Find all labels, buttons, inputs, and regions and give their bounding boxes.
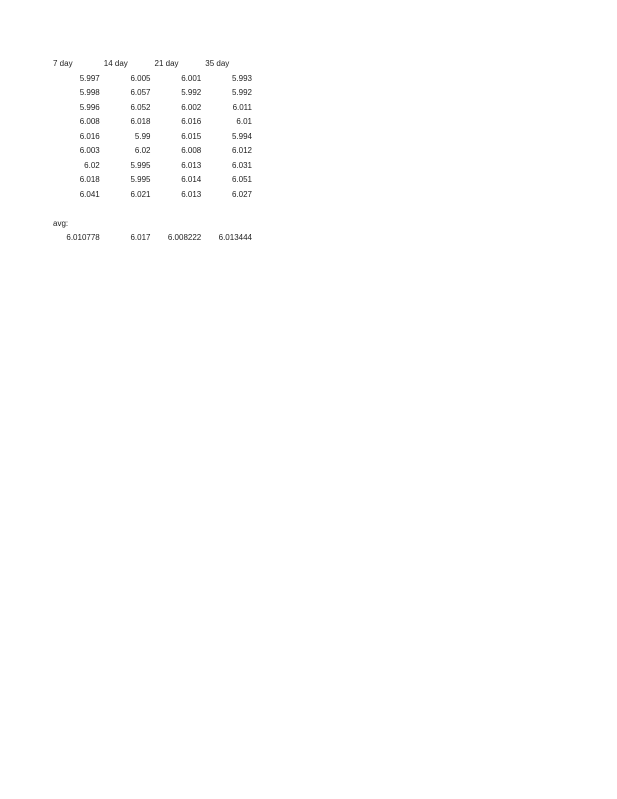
table-row [52, 130, 255, 145]
table-cell: 5.996 [79, 102, 100, 112]
table-cell: 6.002 [181, 102, 202, 112]
table-row [52, 72, 255, 87]
table-cell: 5.995 [130, 160, 151, 170]
table-cell: 6.001 [181, 73, 202, 83]
table-row [52, 115, 255, 130]
table-cell: 6.008 [181, 146, 202, 155]
table-cell: 6.014 [181, 175, 202, 184]
avg-value: 6.008222 [167, 233, 202, 242]
column-header: 7 day [53, 59, 73, 68]
table-cell: 6.011 [232, 102, 252, 112]
table-cell: 6.018 [79, 175, 100, 184]
avg-label-row [52, 217, 255, 232]
table-cell: 6.052 [130, 102, 151, 112]
table-cell: 6.016 [79, 131, 100, 141]
measurement-table [52, 57, 255, 246]
avg-value: 6.013444 [218, 233, 252, 242]
table-cell: 5.998 [79, 88, 100, 97]
table-cell: 5.997 [79, 73, 100, 83]
table-cell: 6.021 [130, 189, 151, 199]
table-row [52, 188, 255, 203]
avg-value: 6.017 [130, 233, 151, 242]
table-row [52, 101, 255, 116]
table-cell: 5.992 [181, 88, 202, 97]
header-row [52, 57, 255, 72]
table-cell: 6.015 [181, 131, 202, 141]
table-cell: 6.027 [231, 189, 252, 199]
table-cell: 5.993 [231, 73, 252, 83]
avg-value: 6.010778 [66, 233, 100, 242]
table-cell: 6.008 [79, 117, 100, 126]
column-header: 35 day [205, 59, 230, 68]
table-cell: 6.018 [130, 117, 151, 126]
table-cell: 6.016 [181, 117, 202, 126]
table-cell: 6.057 [130, 88, 151, 97]
table-row [52, 173, 255, 188]
avg-values-row [52, 231, 255, 246]
table-cell: 6.012 [231, 146, 252, 155]
table-cell: 5.99 [134, 131, 151, 141]
table-cell: 6.003 [79, 146, 100, 155]
table-cell: 6.031 [231, 160, 252, 170]
table-cell: 6.02 [84, 160, 100, 170]
table-cell: 6.013 [181, 160, 202, 170]
table-cell: 6.041 [79, 189, 100, 199]
table-cell: 5.994 [231, 131, 252, 141]
table-cell: 6.013 [181, 189, 202, 199]
spreadsheet-page [52, 57, 262, 246]
table-cell: 5.995 [130, 175, 151, 184]
table-row [52, 159, 255, 174]
table-row [52, 144, 255, 159]
table-cell: 6.02 [134, 146, 151, 155]
blank-row [52, 202, 255, 217]
table-cell: 5.992 [231, 88, 252, 97]
avg-label: avg: [53, 218, 69, 228]
table-cell: 6.01 [236, 117, 252, 126]
table-cell: 6.051 [231, 175, 252, 184]
table-row [52, 86, 255, 101]
column-header: 14 day [103, 59, 128, 68]
table-cell: 6.005 [130, 73, 151, 83]
column-header: 21 day [154, 59, 179, 68]
